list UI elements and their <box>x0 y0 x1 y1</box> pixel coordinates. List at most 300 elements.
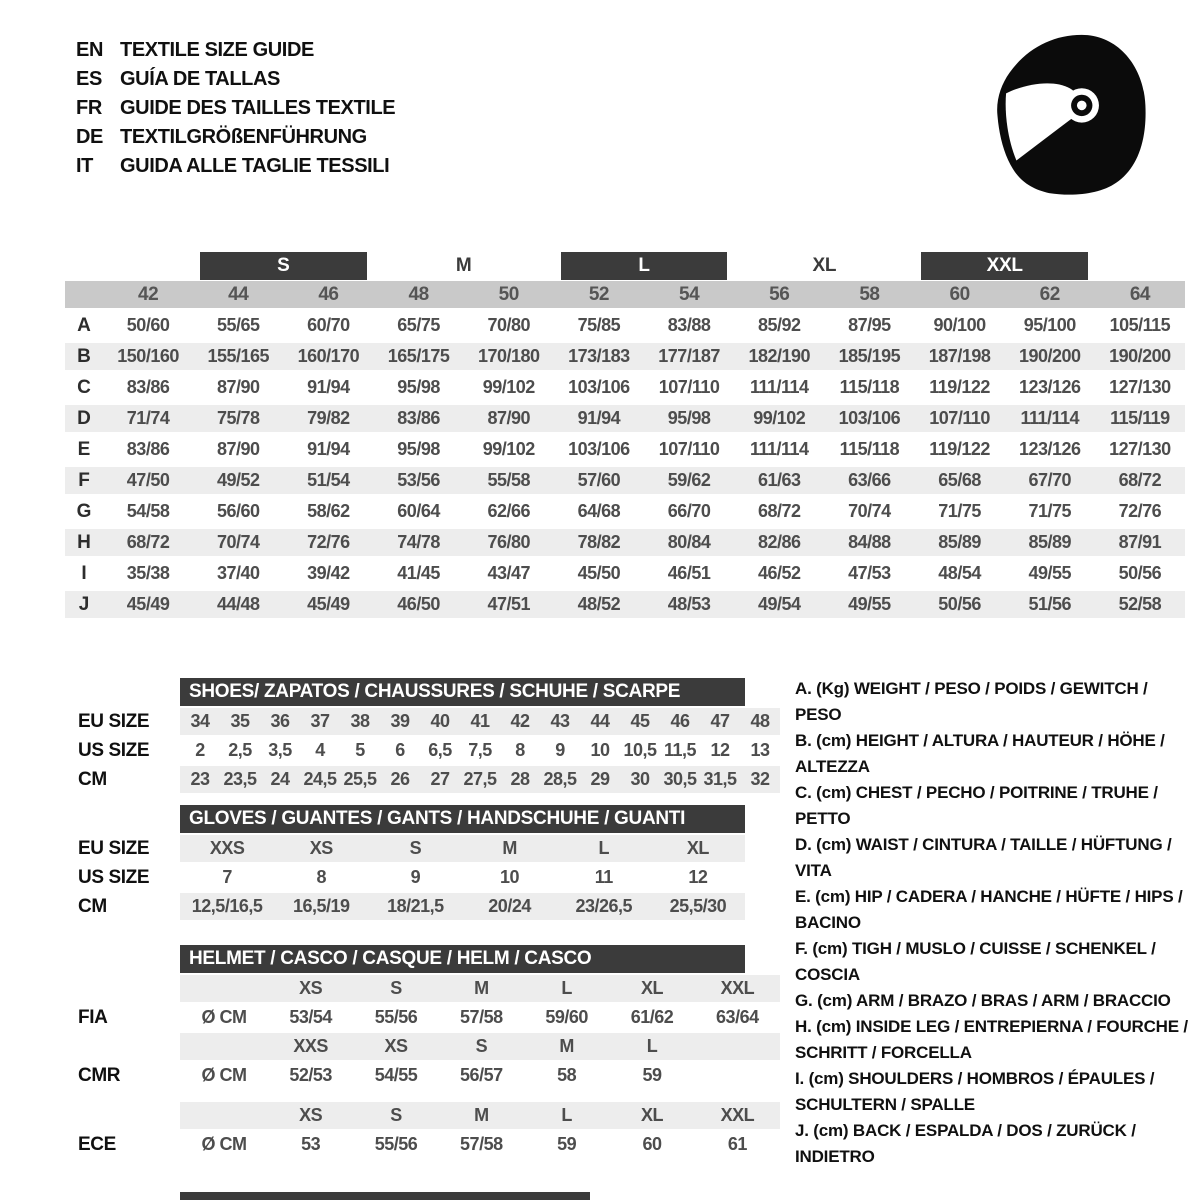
cell: 45/50 <box>577 563 621 583</box>
cell: 24,5 <box>303 769 337 789</box>
cell: 87/90 <box>216 439 260 459</box>
cell: 51/56 <box>1028 594 1072 614</box>
cell: 119/122 <box>929 439 990 459</box>
cell: 23,5 <box>223 769 257 789</box>
cell: M <box>502 838 517 858</box>
cell: 54/55 <box>374 1065 418 1085</box>
shoes-eu-row <box>78 708 780 735</box>
cell: 45 <box>630 711 650 731</box>
helmet-title: HELMET / CASCO / CASQUE / HELM / CASCO <box>189 948 592 969</box>
cell: 11,5 <box>663 740 697 760</box>
lang-title: GUÍA DE TALLAS <box>120 68 280 90</box>
cell: 83/86 <box>126 377 170 397</box>
cell: L <box>598 838 609 858</box>
row-label: EU SIZE <box>78 837 150 859</box>
size-chip-xxl: XXL <box>921 252 1087 280</box>
cell: 190/200 <box>1018 346 1081 366</box>
cell: 23 <box>190 769 210 789</box>
cell: 47/51 <box>487 594 531 614</box>
row-values <box>180 893 745 920</box>
spacer <box>180 975 268 1002</box>
cell: 107/110 <box>658 377 720 397</box>
cell: 127/130 <box>1109 439 1171 459</box>
cell: 72/76 <box>307 532 350 552</box>
cell: 41 <box>470 711 490 731</box>
table-row-h <box>65 527 1185 558</box>
lang-title: GUIDA ALLE TAGLIE TESSILI <box>120 155 390 177</box>
cell: L <box>561 978 572 998</box>
cell: 37 <box>310 711 330 731</box>
cutoff-section-bar <box>180 1192 590 1200</box>
row-values <box>103 558 1185 589</box>
spacer <box>180 1033 268 1060</box>
fia-sizes-grid <box>180 975 780 1002</box>
fia-values-row <box>78 1004 780 1031</box>
legend-item-f: F. (cm) TIGH / MUSLO / CUISSE / SCHENKEL / COSCIA <box>795 939 1156 984</box>
cell: 127/130 <box>1109 377 1171 397</box>
cell: 87/90 <box>487 408 531 428</box>
spacer <box>65 281 103 308</box>
cell: 34 <box>190 711 210 731</box>
cell: 27,5 <box>463 769 497 789</box>
cell: 38 <box>350 711 370 731</box>
cell: 44 <box>590 711 610 731</box>
cell: 10,5 <box>623 740 657 760</box>
cell: 71/74 <box>126 408 170 428</box>
row-values <box>103 372 1185 403</box>
cell: 49/55 <box>848 594 891 614</box>
unit-label: Ø CM <box>201 1134 247 1154</box>
cell: 43/47 <box>487 563 531 583</box>
lang-code: DE <box>76 126 103 148</box>
gloves-section-header <box>180 805 745 833</box>
cell: 87/91 <box>1118 532 1162 552</box>
cell: XS <box>384 1036 408 1056</box>
cell: 32 <box>750 769 770 789</box>
cell: 53/56 <box>397 470 440 490</box>
garment-size-table <box>65 252 1185 620</box>
row-label: US SIZE <box>78 866 150 888</box>
row-values <box>180 766 780 793</box>
cell: 75/85 <box>577 315 621 335</box>
cell: 43 <box>550 711 570 731</box>
ece-sizes-grid <box>180 1102 780 1129</box>
cell: XS <box>299 1105 323 1125</box>
cell: 63/64 <box>716 1007 759 1027</box>
cell: XS <box>299 978 323 998</box>
cell: 29 <box>590 769 610 789</box>
cell: 58/62 <box>307 501 350 521</box>
size-group-header <box>65 252 1185 280</box>
cell: 103/106 <box>568 439 630 459</box>
cell: 91/94 <box>307 439 350 459</box>
cell: 87/90 <box>216 377 260 397</box>
cell: 48/53 <box>667 594 711 614</box>
cell: M <box>474 978 489 998</box>
cell: 41/45 <box>397 563 440 583</box>
ece-values-grid <box>180 1131 780 1158</box>
cell: 58 <box>557 1065 577 1085</box>
cell: 79/82 <box>307 408 350 428</box>
cell: 36 <box>270 711 290 731</box>
row-label: G <box>76 500 92 522</box>
cell: 50/56 <box>1118 563 1162 583</box>
cell: 30,5 <box>663 769 697 789</box>
row-values <box>103 434 1185 465</box>
row-values <box>103 310 1185 341</box>
row-label: CM <box>78 895 107 917</box>
cell: 60/64 <box>397 501 440 521</box>
cell: 52/58 <box>1118 594 1162 614</box>
lang-code: IT <box>76 155 93 177</box>
cell: 61/62 <box>630 1007 674 1027</box>
size-chip-xl: XL <box>812 255 837 276</box>
cell: XXS <box>293 1036 328 1056</box>
gloves-size-table <box>78 805 745 920</box>
row-values <box>180 864 745 891</box>
cell: 7,5 <box>468 740 492 760</box>
table-row-c <box>65 372 1185 403</box>
legend-item-h: H. (cm) INSIDE LEG / ENTREPIERNA / FOURCHE / SCHRITT / FORCELLA <box>795 1017 1188 1062</box>
cell: 57/60 <box>577 470 621 490</box>
cell: 46/52 <box>757 563 801 583</box>
cell: S <box>390 978 402 998</box>
cell: 83/88 <box>667 315 711 335</box>
cell: 111/114 <box>1020 408 1080 428</box>
cell: 35/38 <box>126 563 170 583</box>
cell: 53/54 <box>289 1007 332 1027</box>
size-chip-m: M <box>455 255 472 276</box>
lang-row-de <box>76 123 395 152</box>
size-group-grid <box>103 252 1185 280</box>
unit-label: Ø CM <box>201 1065 247 1085</box>
cell: 115/118 <box>839 439 900 459</box>
cell: 16,5/19 <box>292 896 350 916</box>
cell: 7 <box>222 867 232 887</box>
page-title: TEXTILE SIZE GUIDE <box>120 39 314 61</box>
cell: 55/56 <box>374 1134 418 1154</box>
legend-item-j: J. (cm) BACK / ESPALDA / DOS / ZURÜCK / INDIETRO <box>795 1121 1136 1166</box>
cmr-sizes-row <box>180 1033 780 1060</box>
cell: 49/54 <box>757 594 801 614</box>
cell: 30 <box>630 769 650 789</box>
row-label: J <box>78 593 90 615</box>
lang-code: EN <box>76 39 103 61</box>
cell: 60/70 <box>307 315 350 335</box>
cell: 95/98 <box>667 408 711 428</box>
cell: XL <box>640 978 663 998</box>
shoes-title: SHOES/ ZAPATOS / CHAUSSURES / SCHUHE / SCARPE <box>189 681 681 702</box>
cell: 8 <box>316 867 326 887</box>
cell: 160/170 <box>297 346 360 366</box>
cell: 99/102 <box>482 377 535 397</box>
cell: XL <box>640 1105 663 1125</box>
table-row-b <box>65 341 1185 372</box>
table-row-g <box>65 496 1185 527</box>
cell: 59 <box>642 1065 662 1085</box>
cell: 115/119 <box>1110 408 1170 428</box>
helmet-size-table <box>78 945 780 1158</box>
cell: 59/62 <box>667 470 711 490</box>
cell: 61/63 <box>757 470 801 490</box>
cell: 155/165 <box>207 346 270 366</box>
cmr-sizes-grid <box>180 1033 780 1060</box>
cell: 67/70 <box>1028 470 1072 490</box>
lang-code: FR <box>76 97 102 119</box>
cell: 28,5 <box>543 769 577 789</box>
cell: 48 <box>408 283 429 305</box>
cell: 107/110 <box>929 408 990 428</box>
cell: 72/76 <box>1118 501 1162 521</box>
cell: 84/88 <box>848 532 891 552</box>
cell: 165/175 <box>387 346 450 366</box>
cell: 190/200 <box>1109 346 1171 366</box>
row-label: US SIZE <box>78 739 150 761</box>
helmet-section-header <box>180 945 745 973</box>
cell: 6,5 <box>428 740 452 760</box>
row-label: CMR <box>78 1064 121 1086</box>
table-row-e <box>65 434 1185 465</box>
cell: 49/55 <box>1028 563 1072 583</box>
ece-sizes-row <box>180 1102 780 1129</box>
legend-item-g: G. (cm) ARM / BRAZO / BRAS / ARM / BRACCIO <box>795 991 1171 1010</box>
row-label: ECE <box>78 1133 116 1155</box>
gloves-us-row <box>78 864 745 891</box>
cell: 18/21,5 <box>387 896 444 916</box>
cell: 65/75 <box>397 315 440 335</box>
cell: 47 <box>710 711 730 731</box>
cell: 107/110 <box>658 439 720 459</box>
row-values <box>103 496 1185 527</box>
cell: 71/75 <box>1028 501 1072 521</box>
cell: 5 <box>355 740 365 760</box>
cell: 25,5 <box>343 769 377 789</box>
cell: 123/126 <box>1018 439 1081 459</box>
language-title-block <box>76 36 395 181</box>
cell: 50/60 <box>126 315 170 335</box>
cell: 40 <box>430 711 450 731</box>
cell: 47/53 <box>848 563 891 583</box>
row-label: E <box>77 438 91 460</box>
row-values <box>103 405 1185 432</box>
cell: 46 <box>318 283 339 305</box>
legend-item-a: A. (Kg) WEIGHT / PESO / POIDS / GEWITCH / PESO <box>795 679 1148 724</box>
cell: 44 <box>228 283 249 305</box>
cell: 83/86 <box>397 408 440 428</box>
cell: 82/86 <box>757 532 801 552</box>
measurement-rows <box>65 310 1185 620</box>
cell: 50/56 <box>938 594 981 614</box>
cell: 170/180 <box>477 346 540 366</box>
cell: 103/106 <box>838 408 901 428</box>
lang-row-fr <box>76 94 395 123</box>
size-chip-s: S <box>200 252 366 280</box>
cell: 56 <box>769 283 790 305</box>
cell: 42 <box>138 283 159 305</box>
spacer <box>65 252 103 280</box>
ece-values-row <box>78 1131 780 1158</box>
legend-item-b: B. (cm) HEIGHT / ALTURA / HAUTEUR / HÖHE / ALTEZZA <box>795 731 1165 776</box>
cell: 46/51 <box>667 563 711 583</box>
cell: 49/52 <box>216 470 260 490</box>
cell: 85/92 <box>757 315 801 335</box>
cell: XS <box>309 838 333 858</box>
cell: 55/56 <box>374 1007 418 1027</box>
spacer <box>180 1102 268 1129</box>
gloves-eu-row <box>78 835 745 862</box>
cell: 20/24 <box>488 896 531 916</box>
cell: XXS <box>209 838 245 858</box>
cell: 60 <box>642 1134 662 1154</box>
cell: 12,5/16,5 <box>191 896 263 916</box>
cell: 68/72 <box>757 501 801 521</box>
cell: 48/52 <box>577 594 621 614</box>
cell: 39/42 <box>307 563 350 583</box>
cell: 68/72 <box>126 532 170 552</box>
cell: 12 <box>688 867 708 887</box>
cell: 83/86 <box>126 439 170 459</box>
measurement-legend <box>795 676 1192 1170</box>
cell: 11 <box>594 867 613 887</box>
cell: 119/122 <box>929 377 990 397</box>
cell: 74/78 <box>397 532 440 552</box>
cell: 91/94 <box>307 377 350 397</box>
cell: 23/26,5 <box>575 896 633 916</box>
cell: 64 <box>1129 283 1150 305</box>
cell: 37/40 <box>216 563 260 583</box>
row-label: CM <box>78 768 107 790</box>
shoes-size-table <box>78 678 780 793</box>
row-label: EU SIZE <box>78 710 150 732</box>
cell: 150/160 <box>117 346 179 366</box>
cell: 55/58 <box>487 470 531 490</box>
cell: 28 <box>510 769 530 789</box>
row-values <box>180 708 780 735</box>
cell: 85/89 <box>1028 532 1072 552</box>
legend-item-d: D. (cm) WAIST / CINTURA / TAILLE / HÜFTUNG / VITA <box>795 835 1172 880</box>
cell: 53 <box>301 1134 321 1154</box>
row-label: C <box>77 376 91 398</box>
cell: 64/68 <box>577 501 621 521</box>
cell: 173/183 <box>568 346 630 366</box>
table-row-a <box>65 310 1185 341</box>
cell: 9 <box>410 867 421 887</box>
cell: 46 <box>670 711 690 731</box>
row-label: FIA <box>78 1006 108 1028</box>
cell: XXL <box>720 978 755 998</box>
cell: 52/53 <box>289 1065 332 1085</box>
cell: 13 <box>750 740 770 760</box>
cell: 59/60 <box>545 1007 588 1027</box>
lang-code: ES <box>76 68 102 90</box>
cell: 85/89 <box>938 532 981 552</box>
cell: 87/95 <box>848 315 891 335</box>
fia-sizes-row <box>180 975 780 1002</box>
cmr-values-grid <box>180 1062 780 1089</box>
cell: S <box>390 1105 402 1125</box>
cell: 50 <box>498 283 519 305</box>
cell: 123/126 <box>1018 377 1081 397</box>
cell: 99/102 <box>753 408 806 428</box>
cell: 70/74 <box>848 501 891 521</box>
cell: 62 <box>1039 283 1060 305</box>
cell: 70/80 <box>487 315 531 335</box>
cell: 61 <box>727 1134 747 1154</box>
cell: 45/49 <box>126 594 170 614</box>
racing-helmet-icon <box>982 28 1154 200</box>
legend-item-i: I. (cm) SHOULDERS / HOMBROS / ÉPAULES / SCHULTERN / SPALLE <box>795 1069 1155 1114</box>
numeric-size-values <box>103 281 1185 308</box>
cell: 95/98 <box>397 439 440 459</box>
legend-item-e: E. (cm) HIP / CADERA / HANCHE / HÜFTE / HIPS / BACINO <box>795 887 1183 932</box>
lang-row-es <box>76 65 395 94</box>
cell: 177/187 <box>658 346 720 366</box>
shoes-us-row <box>78 737 780 764</box>
cell: 55/65 <box>216 315 260 335</box>
row-label: I <box>81 562 87 584</box>
cmr-values-row <box>78 1062 780 1089</box>
cell: 6 <box>395 740 405 760</box>
cell: 44/48 <box>216 594 260 614</box>
cell: 187/198 <box>928 346 991 366</box>
cell: 99/102 <box>482 439 535 459</box>
cell: 39 <box>390 711 410 731</box>
cell: 25,5/30 <box>669 896 727 916</box>
cell: L <box>646 1036 658 1056</box>
cell: 42 <box>510 711 530 731</box>
cell: 12 <box>710 740 730 760</box>
cell: 68/72 <box>1118 470 1162 490</box>
cell: 66/70 <box>667 501 711 521</box>
gloves-title: GLOVES / GUANTES / GANTS / HANDSCHUHE / GUANTI <box>189 808 686 829</box>
row-values <box>103 591 1185 618</box>
cell: 54 <box>679 283 700 305</box>
row-label: F <box>78 469 90 491</box>
cell: 3,5 <box>268 740 292 760</box>
cell: 58 <box>859 283 880 305</box>
cell: 54/58 <box>126 501 170 521</box>
fia-values-grid <box>180 1004 780 1031</box>
cell: 111/114 <box>749 439 809 459</box>
cell: XXL <box>720 1105 755 1125</box>
cell: 2 <box>195 740 205 760</box>
cell: 111/114 <box>749 377 809 397</box>
cell: S <box>409 838 422 858</box>
cell: XL <box>686 838 709 858</box>
cell: 2,5 <box>228 740 252 760</box>
cell: M <box>474 1105 489 1125</box>
cell: 10 <box>500 867 520 887</box>
legend-item-c: C. (cm) CHEST / PECHO / POITRINE / TRUHE / PETTO <box>795 783 1158 828</box>
cell: 51/54 <box>307 470 350 490</box>
cell: 115/118 <box>839 377 900 397</box>
cell: 60 <box>949 283 970 305</box>
cell: 103/106 <box>568 377 630 397</box>
row-label: B <box>77 345 91 367</box>
cell: S <box>475 1036 488 1056</box>
cell: 76/80 <box>487 532 531 552</box>
table-row-i <box>65 558 1185 589</box>
lang-title: TEXTILGRÖßENFÜHRUNG <box>120 126 367 148</box>
cell: 52 <box>588 283 609 305</box>
cell: 57/58 <box>460 1007 503 1027</box>
cell: 65/68 <box>938 470 981 490</box>
row-values <box>180 835 745 862</box>
table-row-j <box>65 589 1185 620</box>
row-values <box>180 737 780 764</box>
cell: 70/74 <box>216 532 260 552</box>
cell: 63/66 <box>848 470 891 490</box>
